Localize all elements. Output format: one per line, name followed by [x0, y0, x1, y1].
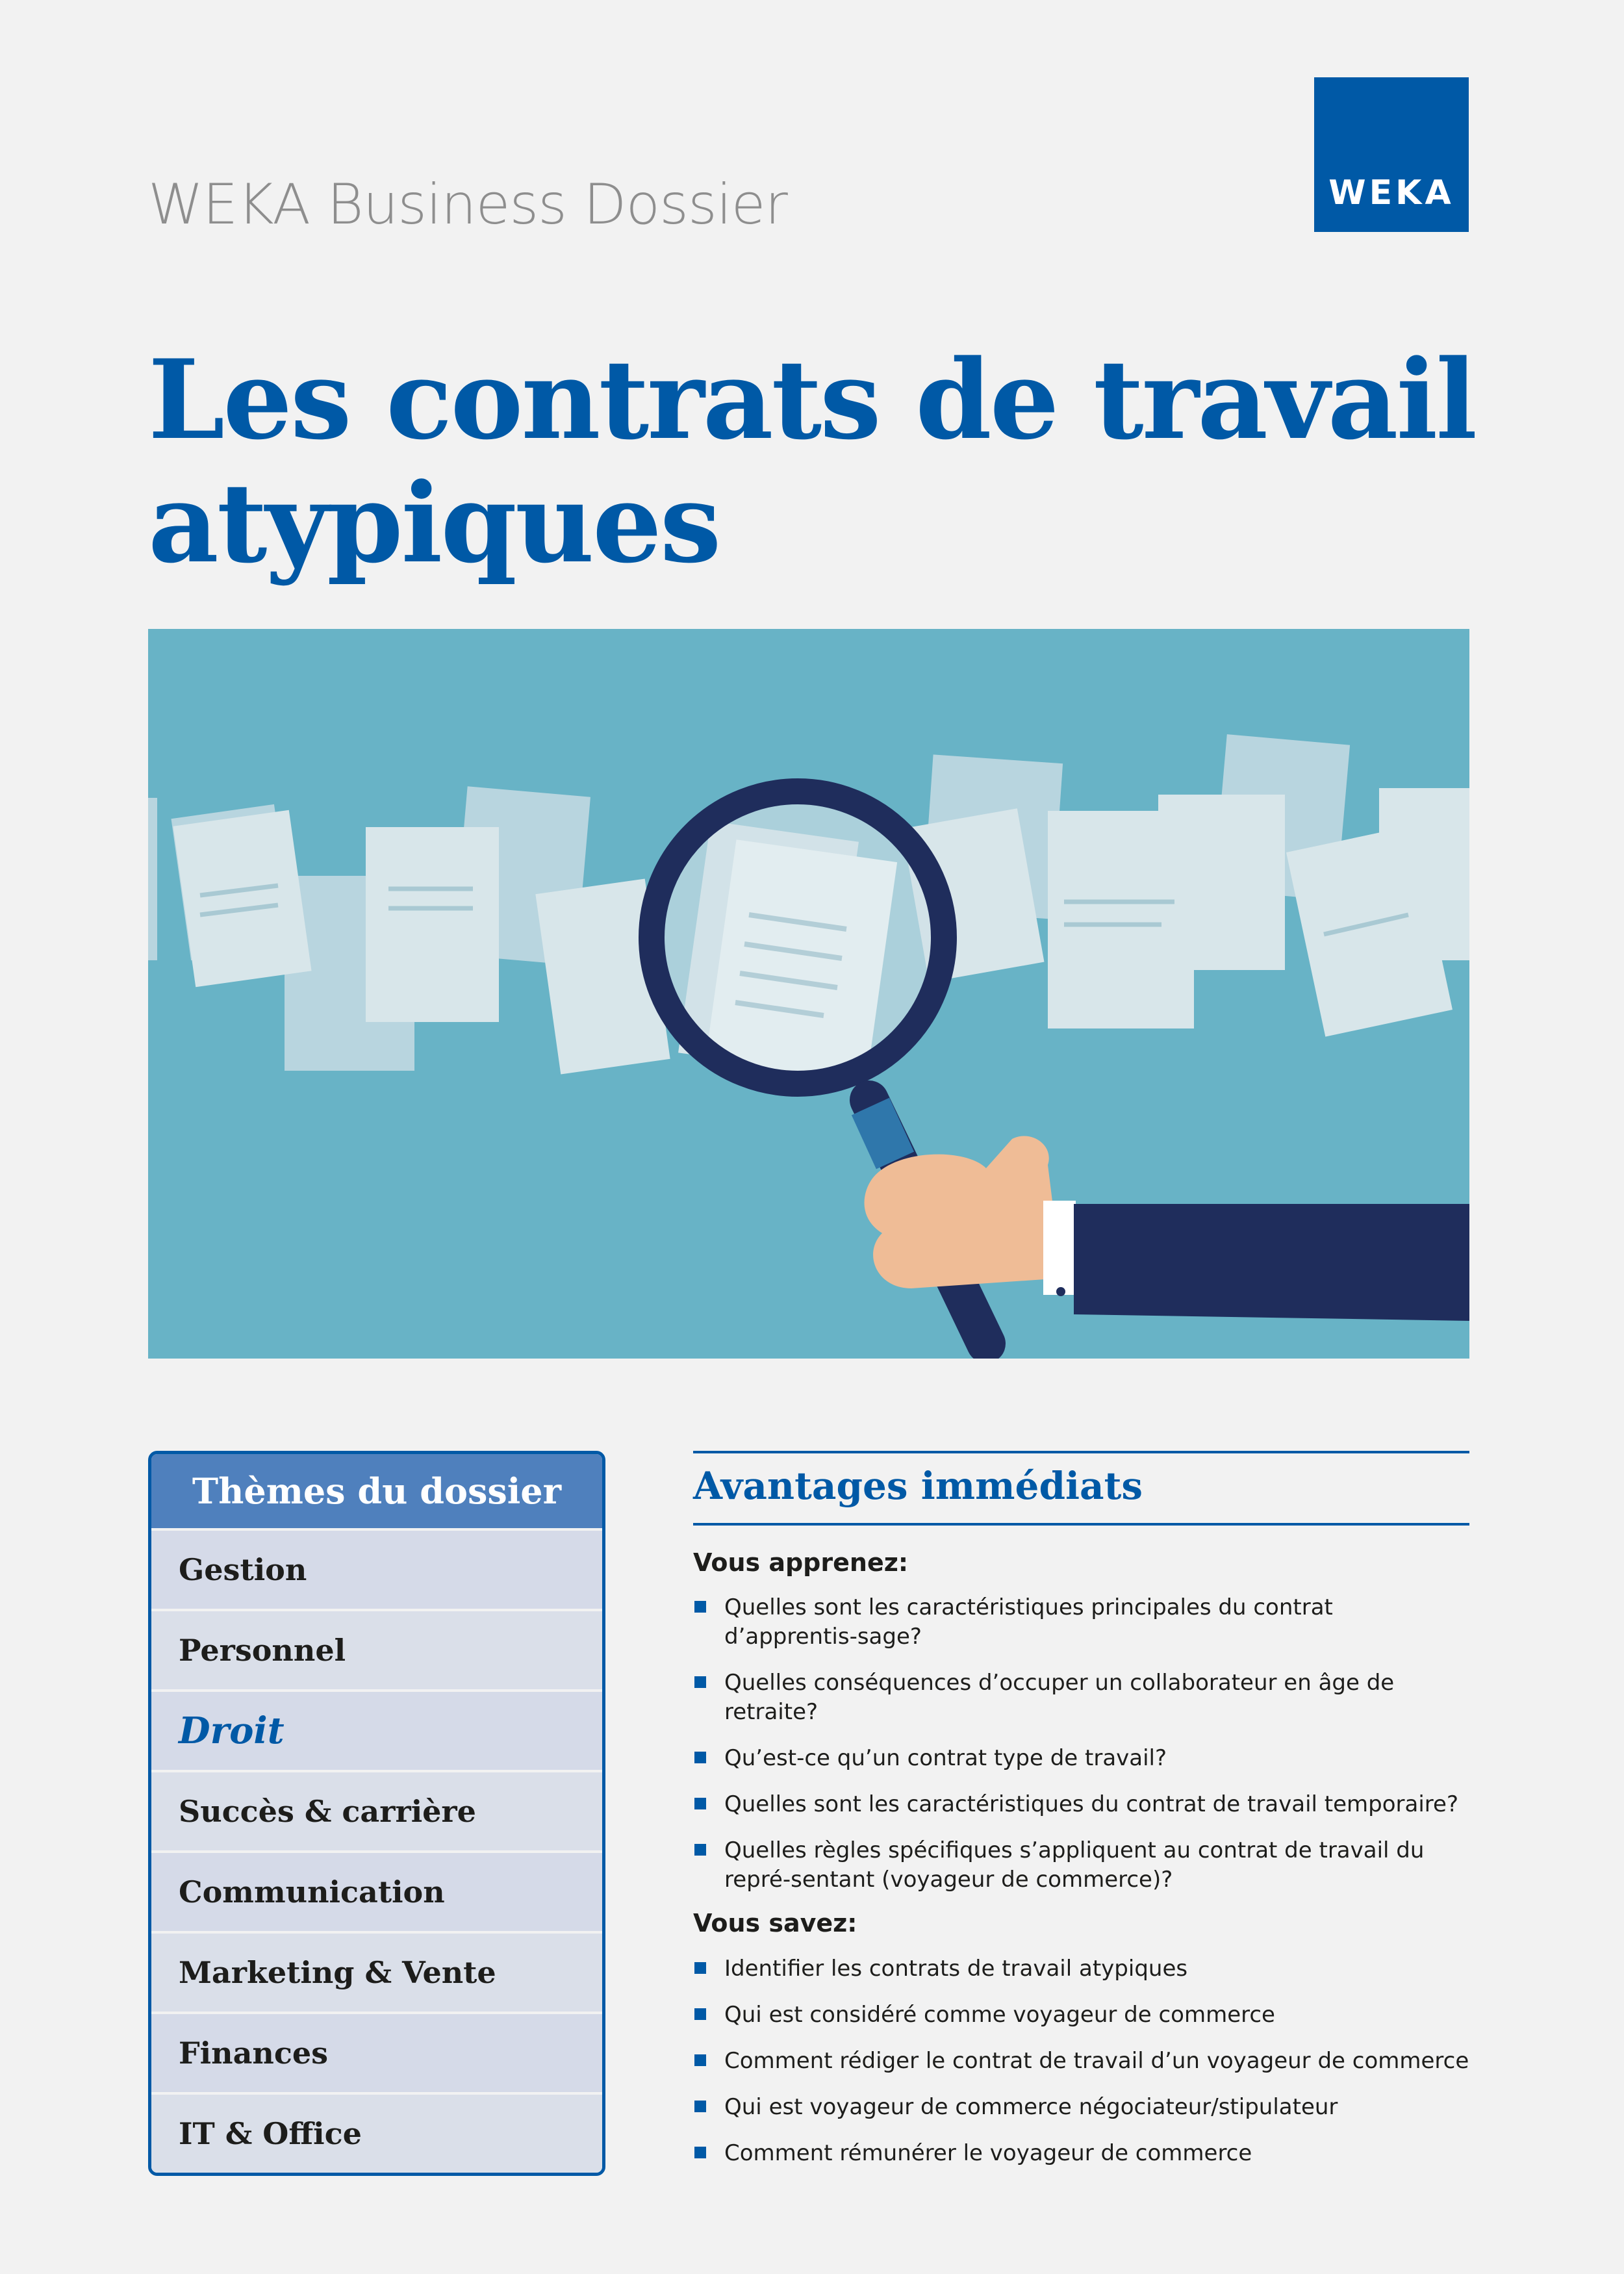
know-heading: Vous savez:	[693, 1909, 857, 1937]
list-item	[693, 2139, 1469, 2168]
bullet-square-icon	[694, 1844, 706, 1856]
learn-item-text: Qu’est-ce qu’un contrat type de travail?	[724, 1745, 1167, 1771]
list-item	[693, 1593, 1469, 1652]
know-item-text: Comment rémunérer le voyageur de commerce	[724, 2140, 1252, 2166]
list-item	[693, 1668, 1469, 1727]
title-line-1: Les contrats de travail	[148, 335, 1476, 464]
bullet-square-icon	[694, 1676, 706, 1688]
learn-heading: Vous apprenez:	[693, 1548, 909, 1577]
bullet-square-icon	[694, 1752, 706, 1763]
learn-item-text: Quelles sont les caractéristiques principales du contrat d’apprentis-sage?	[724, 1594, 1333, 1650]
know-item-text: Identifier les contrats de travail atypiques	[724, 1956, 1188, 1982]
advantages-top-rule	[693, 1451, 1469, 1453]
advantages-bottom-rule	[693, 1523, 1469, 1526]
list-item	[693, 2093, 1469, 2122]
hero-illustration	[148, 629, 1469, 1359]
learn-item-text: Quelles règles spécifiques s’appliquent au contrat de travail du repré-sentant (voyageur de commerce)?	[724, 1837, 1425, 1893]
theme-item-marketing-vente[interactable]: Marketing & Vente	[151, 1931, 602, 2012]
know-item-text: Qui est considéré comme voyageur de commerce	[724, 2002, 1275, 2028]
title-line-2: atypiques	[148, 459, 720, 587]
learn-list	[693, 1593, 1469, 1911]
brand-title: WEKA Business Dossier	[148, 172, 787, 237]
magnifier-document	[705, 839, 897, 1087]
bullet-square-icon	[694, 1962, 706, 1974]
theme-item-communication[interactable]: Communication	[151, 1850, 602, 1931]
list-item	[693, 2047, 1469, 2076]
theme-item-succes-carriere[interactable]: Succès & carrière	[151, 1770, 602, 1850]
list-item	[693, 1790, 1469, 1819]
themes-heading: Thèmes du dossier	[151, 1454, 602, 1528]
bullet-square-icon	[694, 1601, 706, 1613]
weka-logo	[1314, 77, 1469, 232]
know-item-text: Qui est voyageur de commerce négociateur/stipulateur	[724, 2094, 1338, 2120]
advantages-heading: Avantages immédiats	[693, 1464, 1143, 1508]
theme-item-personnel[interactable]: Personnel	[151, 1609, 602, 1689]
bullet-square-icon	[694, 2147, 706, 2158]
bullet-square-icon	[694, 2008, 706, 2020]
know-list	[693, 1954, 1469, 2185]
list-item	[693, 1744, 1469, 1773]
list-item	[693, 1836, 1469, 1895]
bullet-square-icon	[694, 2054, 706, 2066]
know-item-text: Comment rédiger le contrat de travail d’un voyageur de commerce	[724, 2048, 1469, 2074]
page-title	[148, 335, 1512, 587]
learn-item-text: Quelles sont les caractéristiques du contrat de travail temporaire?	[724, 1791, 1459, 1817]
theme-item-finances[interactable]: Finances	[151, 2012, 602, 2092]
themes-panel	[148, 1451, 605, 2176]
bullet-square-icon	[694, 2101, 706, 2112]
bullet-square-icon	[694, 1798, 706, 1809]
list-item	[693, 2000, 1469, 2030]
theme-item-droit[interactable]: Droit	[151, 1689, 602, 1770]
logo-text: WEKA	[1328, 173, 1454, 212]
learn-item-text: Quelles conséquences d’occuper un collaborateur en âge de retraite?	[724, 1670, 1395, 1725]
theme-item-it-office[interactable]: IT & Office	[151, 2092, 602, 2173]
list-item	[693, 1954, 1469, 1984]
theme-item-gestion[interactable]: Gestion	[151, 1528, 602, 1609]
